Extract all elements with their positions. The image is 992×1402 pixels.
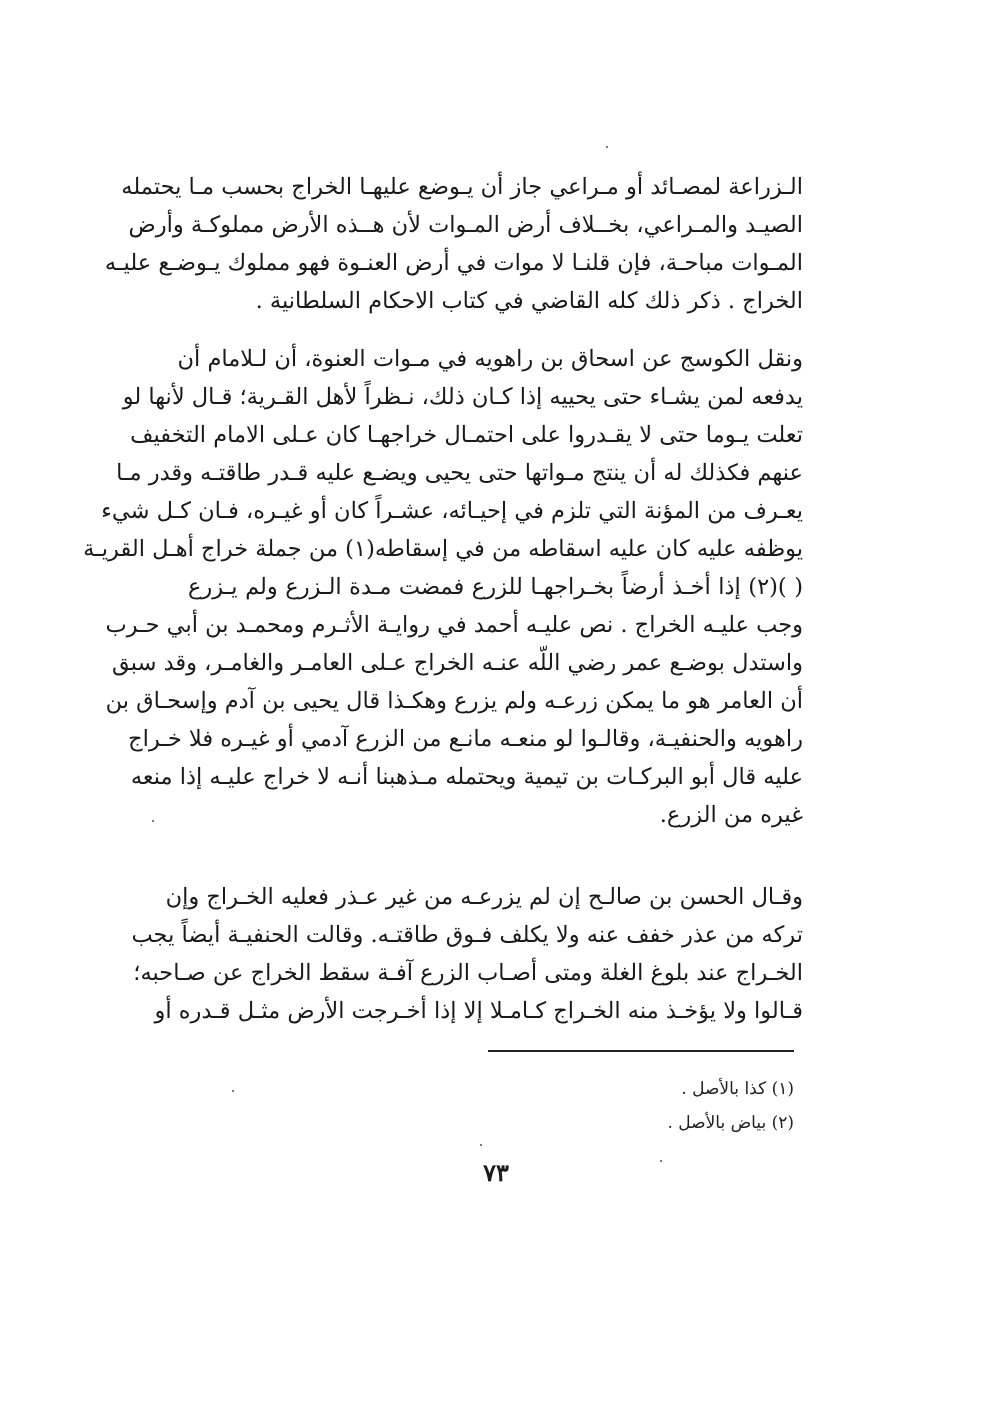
text-line: عليه قال أبو البركـات بن تيمية ويحتمله مـذهبنا أنـه لا خراج عليـه إذا منعه xyxy=(130,764,803,790)
text-line: راهويه والحنفيـة، وقالـوا لو منعـه مانـع من الزرع آدمي أو غيـره فلا خـراج xyxy=(128,726,803,752)
text-line: عنهم فكذلك له أن ينتج مـواتها حتى يحيى ويضـع عليه قـدر طاقتـه وقدر مـا xyxy=(116,460,803,486)
text-line: أن العامر هو ما يمكن زرعـه ولم يزرع وهكـذا قال يحيى بن آدم وإسحـاق بن xyxy=(105,688,803,714)
text-line: تركه من عذر خفف عنه ولا يكلف فـوق طاقتـه. وقالت الحنفيـة أيضاً يجب xyxy=(131,922,803,948)
text-line: ونقل الكوسج عن اسحاق بن راهويه في مـوات العنوة، أن لـلامام أن xyxy=(177,346,803,372)
text-line: الخـراج عند بلوغ الغلة ومتى أصـاب الزرع آفـة سقط الخراج عن صـاحبه؛ xyxy=(133,960,803,986)
scan-speck xyxy=(606,146,608,148)
text-line: قـالوا ولا يؤخـذ منه الخـراج كـامـلا إلا إذا أخـرجت الأرض مثـل قـدره أو xyxy=(154,998,803,1024)
text-line: الصيـد والمـراعي، بخــلاف أرض المـوات لأن هــذه الأرض مملوكـة وأرض xyxy=(128,212,803,238)
scan-speck xyxy=(660,1160,662,1162)
text-line: وجب عليـه الخراج . نص عليـه أحمد في روايـة الأثـرم ومحمـد بن أبي حـرب xyxy=(105,612,803,638)
footnote-2: (٢) بياض بالأصل . xyxy=(667,1113,794,1133)
scan-speck xyxy=(232,1090,234,1092)
paragraph-1 xyxy=(104,168,803,320)
text-line: وقـال الحسن بن صالـح إن لم يزرعـه من غير عـذر فعليه الخـراج وإن xyxy=(165,884,803,910)
text-line: يدفعه لمن يشـاء حتى يحييه إذا كـان ذلك، نـظراً لأهل القـرية؛ قـال لأنها لو xyxy=(122,384,803,410)
text-line: واستدل بوضـع عمر رضي اللّه عنـه الخراج عـلى العامـر والغامـر، وقد سبق xyxy=(112,650,803,676)
scan-speck xyxy=(480,1144,482,1146)
paragraph-3 xyxy=(131,878,803,1030)
scan-speck xyxy=(152,820,154,822)
text-line: غيره من الزرع. xyxy=(659,802,803,828)
text-line: يعـرف من المؤنة التي تلزم في إحيـائه، عشـراً كان أو غيـره، فـان كـل شيء xyxy=(101,498,803,524)
page-number: ٧٣ xyxy=(483,1158,509,1187)
footnotes xyxy=(488,1072,794,1140)
text-line: الـزراعة لمصـائد أو مـراعي جاز أن يـوضع عليهـا الخراج بحسب مـا يحتمله xyxy=(121,174,803,200)
footnote-separator xyxy=(488,1050,794,1052)
text-line: تعلت يـوما حتى لا يقـدروا على احتمـال خراجهـا كان عـلى الامام التخفيف xyxy=(130,422,803,448)
text-line: ( )(٢) إذا أخـذ أرضاً بخـراجهـا للزرع فمضت مـدة الـزرع ولم يـزرع xyxy=(188,574,803,600)
footnote-1: (١) كذا بالأصل . xyxy=(681,1079,794,1099)
text-line: يوظفه عليه كان عليه اسقاطه من في إسقاطه(١) من جملة خراج أهـل القريـة xyxy=(83,536,803,562)
text-line: الخراج . ذكر ذلك كله القاضي في كتاب الاحكام السلطانية . xyxy=(255,288,803,314)
text-line: المـوات مباحـة، فإن قلنـا لا موات في أرض العنـوة فهو مملوك يـوضـع عليـه xyxy=(104,250,803,276)
paragraph-2 xyxy=(83,340,803,834)
